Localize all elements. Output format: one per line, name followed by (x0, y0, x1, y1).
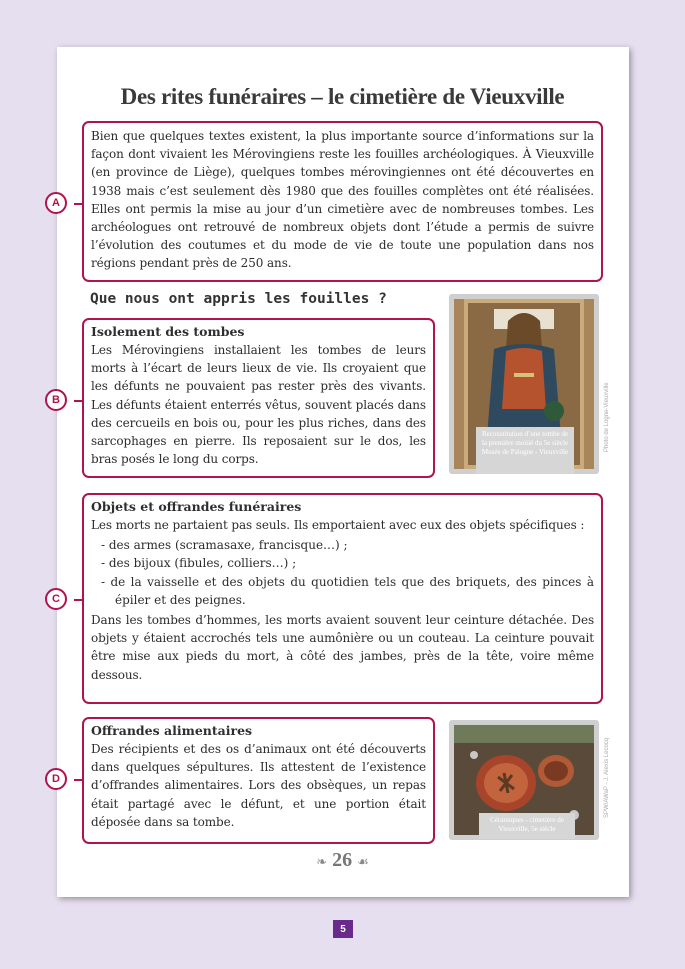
marker-d: D (45, 768, 67, 790)
ceramics-caption: Céramiques - cimetière de Vieuxville, 5e siècle (479, 813, 575, 839)
food-heading: Offrandes alimentaires (91, 723, 253, 738)
page-number-value: 26 (332, 849, 353, 871)
page-number (0, 849, 685, 872)
offerings-heading: Objets et offrandes funéraires (91, 499, 302, 514)
food-text: Des récipients et des os d’animaux ont été découverts dans quelques sépultures. Ils attestent de l’existence d’offrandes alimentaires. Lors des obsèques, un repas était partagé avec le défunt, et une portion était déposée dans sa tombe. (91, 742, 426, 829)
offerings-list (91, 536, 594, 609)
list-item: - de la vaisselle et des objets du quotidien tels que des briquets, des pinces à épiler et des peignes. (101, 574, 594, 607)
marker-c: C (45, 588, 67, 610)
ceramics-credit: SPW/AWaP - J. Alexis Lecocq (604, 737, 610, 818)
offerings-text: Dans les tombes d’hommes, les morts avaient souvent leur ceinture détachée. Des objets y étaient accrochés tels une aumônière ou un couteau. La ceinture pouvait être mise aux pieds du mort, à côté des jambes, près de la tête, voire même dessous. (91, 613, 594, 682)
food-box (82, 717, 435, 844)
offerings-box (82, 493, 603, 704)
isolation-heading: Isolement des tombes (91, 324, 245, 339)
section-heading: Que nous ont appris les fouilles ? (90, 291, 387, 307)
isolation-box (82, 318, 435, 478)
list-item: - des bijoux (fibules, colliers…) ; (101, 556, 297, 571)
isolation-text: Les Mérovingiens installaient les tombes de leurs morts à l’écart de leurs lieux de vie. Ils croyaient que les défunts ne pouvaient pas rester près des vivants. Les défunts étaient enterrés vêtus, souvent placés dans des cercueils en bois ou, pour les plus riches, dans des sarcophages en pierre. Ils reposaient sur le dos, les bras posés le long du corps. (91, 343, 426, 467)
tomb-caption: Reconstitution d’une tombe de la première moitié du 5e siècle Musée de Palogne - Vieuxville (476, 427, 574, 474)
tomb-credit: Photo de Logne-Vieuxville (604, 382, 610, 452)
offerings-intro: Les morts ne partaient pas seuls. Ils emportaient avec eux des objets spécifiques : (91, 518, 585, 532)
ornament-left-icon: ❧ (316, 854, 328, 869)
list-item: - des armes (scramasaxe, francisque…) ; (101, 538, 348, 553)
intro-text: Bien que quelques textes existent, la plus importante source d’informations sur la façon dont vivaient les Mérovingiens reste les fouilles archéologiques. À Vieuxville (en province de Liège), quelques tombes mérovingiennes ont été découvertes en 1938 mais c’est seulement dès 1980 que des fouilles complètes ont été réalisées. Elles ont permis la mise au jour d’un cimetière avec de nombreuses tombes. Les archéologues ont retrouvé de nombreux objets dont l’étude a permis de suivre l’évolution des coutumes et du mode de vie de toute une population dans nos régions pendant près de 250 ans. (91, 129, 594, 271)
footer-page-badge: 5 (333, 920, 353, 938)
marker-b: B (45, 389, 67, 411)
page-title: Des rites funéraires – le cimetière de Vieuxville (120, 84, 565, 109)
intro-box (82, 121, 603, 282)
ornament-right-icon: ☙ (357, 854, 369, 869)
marker-a: A (45, 192, 67, 214)
